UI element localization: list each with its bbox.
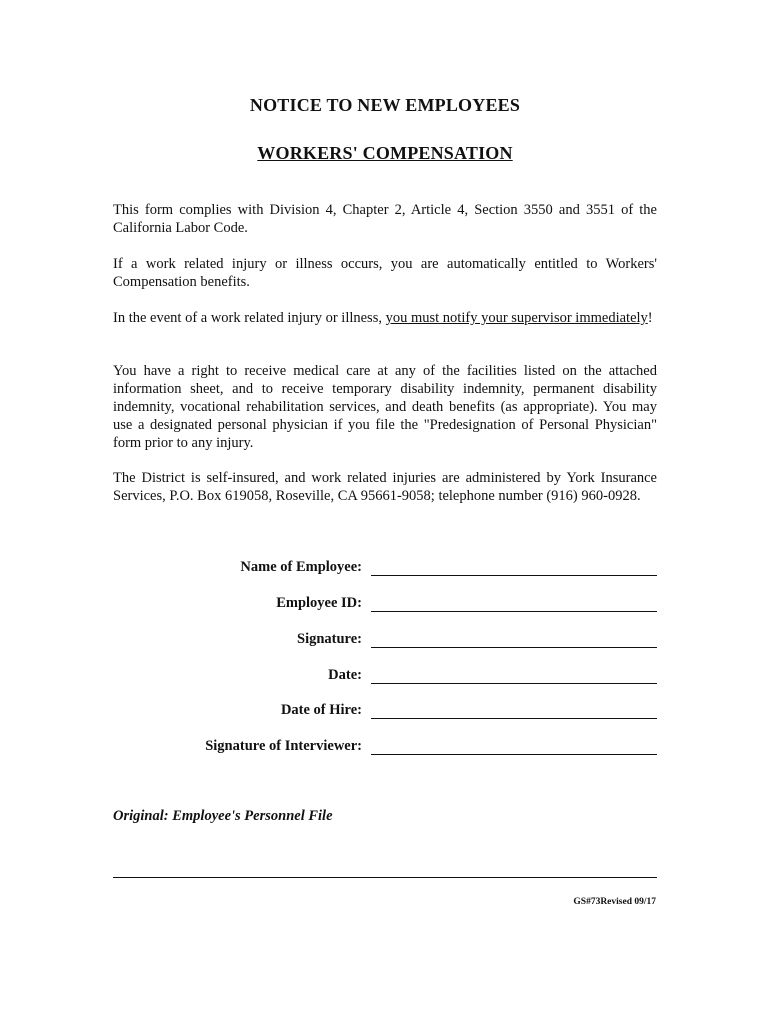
interviewer-signature-label: Signature of Interviewer: <box>205 738 362 754</box>
employee-name-label: Name of Employee: <box>240 559 362 575</box>
employee-id-label: Employee ID: <box>276 595 362 611</box>
original-file-note: Original: Employee's Personnel File <box>113 808 333 824</box>
notify-suffix: ! <box>647 310 653 326</box>
employee-name-field[interactable] <box>0 556 770 578</box>
date-of-hire-line[interactable] <box>371 718 657 719</box>
interviewer-signature-line[interactable] <box>371 754 657 755</box>
signature-field[interactable] <box>0 628 770 650</box>
document-title: NOTICE TO NEW EMPLOYEES <box>249 95 521 115</box>
document-subtitle: WORKERS' COMPENSATION <box>257 143 513 163</box>
signature-label: Signature: <box>297 631 362 647</box>
date-of-hire-label: Date of Hire: <box>280 702 362 718</box>
date-of-hire-field[interactable] <box>0 699 770 721</box>
footer-divider <box>113 877 657 878</box>
paragraph-entitlement: If a work related injury or illness occurs, you are automatically entitled to Workers' Compensation benefits. <box>113 256 657 290</box>
form-revision-code: GS#73Revised 09/17 <box>573 897 656 907</box>
signature-line[interactable] <box>371 647 657 648</box>
date-line[interactable] <box>371 683 657 684</box>
notify-underlined-text: you must notify your supervisor immediately <box>385 310 648 326</box>
paragraph-notify-supervisor <box>113 309 657 327</box>
paragraph-labor-code: This form complies with Division 4, Chapter 2, Article 4, Section 3550 and 3551 of the California Labor Code. <box>113 202 657 236</box>
employee-id-field[interactable] <box>0 592 770 614</box>
paragraph-medical-care-rights: You have a right to receive medical care at any of the facilities listed on the attached information sheet, and to receive temporary disability indemnity, permanent disability indemnity, vocational rehabilitation services, and death benefits (as appropriate). You may use a designated personal physician if you file the "Predesignation of Personal Physician" form prior to any injury. <box>113 363 657 451</box>
date-label: Date: <box>328 667 362 683</box>
employee-id-line[interactable] <box>371 611 657 612</box>
notify-text: In the event of a work related injury or illness, <box>113 310 386 326</box>
employee-name-line[interactable] <box>371 575 657 576</box>
date-field[interactable] <box>0 664 770 686</box>
interviewer-signature-field[interactable] <box>0 735 770 757</box>
paragraph-insurance-administrator: The District is self-insured, and work related injuries are administered by York Insurance Services, P.O. Box 619058, Roseville, CA 95661-9058; telephone number (916) 960-0928. <box>113 470 657 504</box>
